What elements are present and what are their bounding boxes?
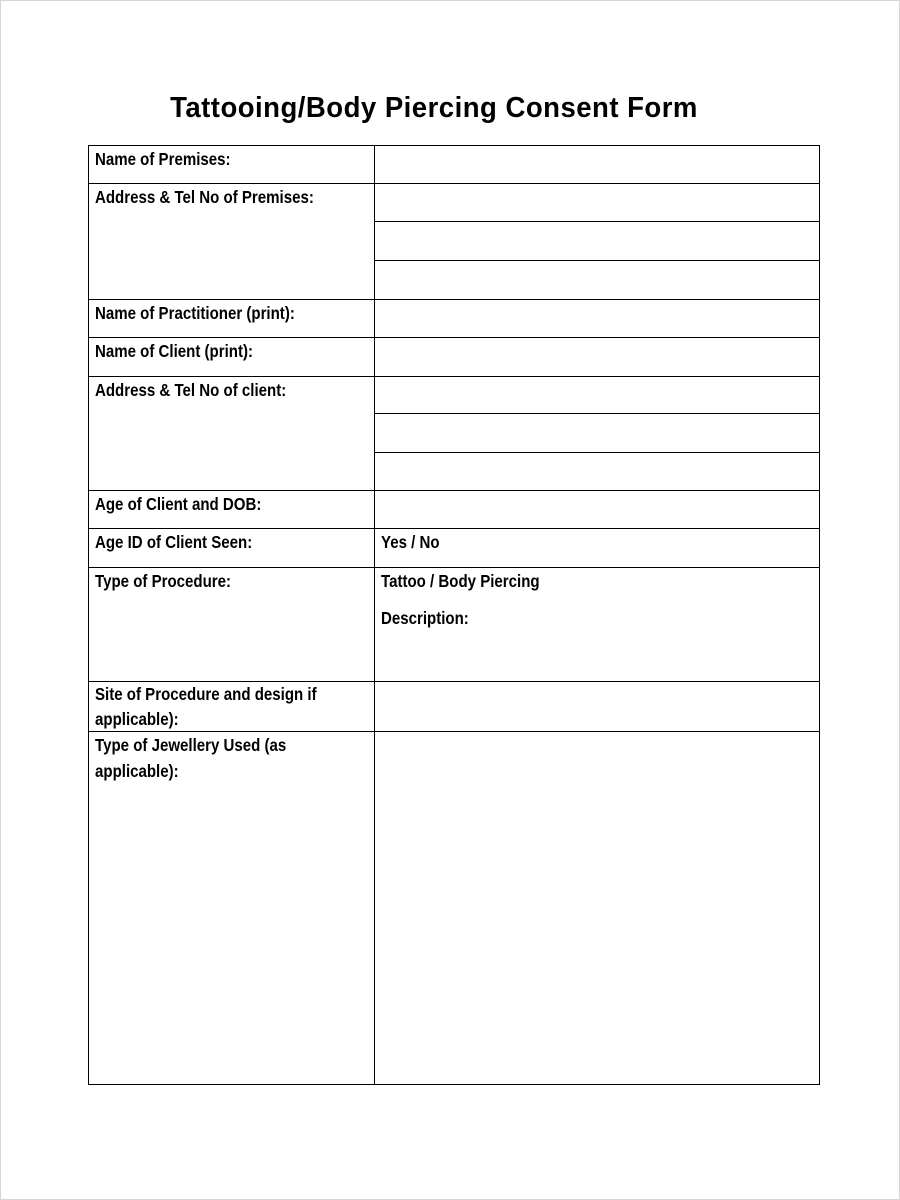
table-border-right [819, 145, 820, 1085]
client-age-dob-label: Age of Client and DOB: [95, 494, 262, 514]
client-address-field-line2[interactable] [375, 414, 819, 452]
age-id-seen-options: Yes / No [381, 532, 440, 552]
client-address-field-line3[interactable] [375, 453, 819, 490]
premises-address-field-line1[interactable] [375, 184, 819, 221]
jewellery-type-field[interactable] [375, 732, 819, 1084]
procedure-site-label-line2: applicable): [95, 709, 179, 729]
jewellery-type-label-line1: Type of Jewellery Used (as [95, 735, 287, 755]
premises-name-label: Name of Premises: [95, 149, 231, 169]
table-border-bottom [88, 1084, 820, 1085]
procedure-type-options: Tattoo / Body Piercing [381, 571, 540, 591]
client-address-field-line1[interactable] [375, 377, 819, 413]
premises-address-field-line3[interactable] [375, 261, 819, 299]
premises-name-field[interactable] [375, 146, 819, 183]
practitioner-name-field[interactable] [375, 300, 819, 337]
premises-address-label: Address & Tel No of Premises: [95, 187, 314, 207]
procedure-site-label-line1: Site of Procedure and design if [95, 684, 317, 704]
procedure-description-label: Description: [381, 608, 469, 628]
form-title: Tattooing/Body Piercing Consent Form [170, 92, 698, 124]
client-name-field[interactable] [375, 338, 819, 376]
procedure-site-field[interactable] [375, 682, 819, 731]
jewellery-type-label-line2: applicable): [95, 761, 179, 781]
premises-address-field-line2[interactable] [375, 222, 819, 260]
client-address-label: Address & Tel No of client: [95, 380, 287, 400]
client-age-dob-field[interactable] [375, 491, 819, 528]
consent-form-table [88, 145, 820, 1085]
table-border-left [88, 145, 89, 1085]
practitioner-name-label: Name of Practitioner (print): [95, 303, 295, 323]
client-name-label: Name of Client (print): [95, 341, 254, 361]
age-id-seen-label: Age ID of Client Seen: [95, 532, 253, 552]
procedure-type-label: Type of Procedure: [95, 571, 232, 591]
